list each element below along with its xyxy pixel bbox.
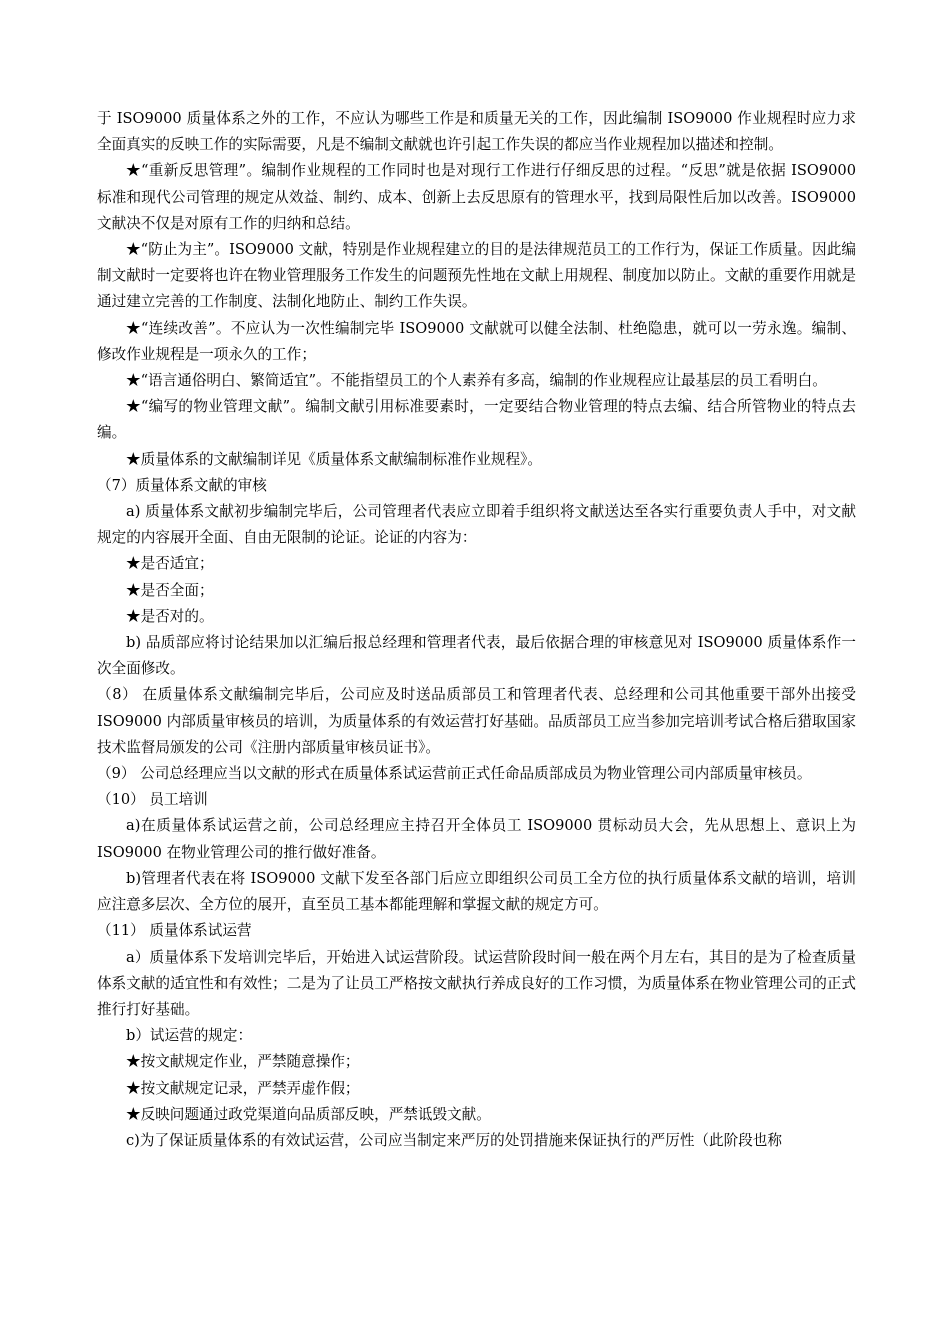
paragraph: ★“连续改善”。不应认为一次性编制完毕 ISO9000 文献就可以健全法制、杜绝隐患，就可以一劳永逸。编制、修改作业规程是一项永久的工作； xyxy=(97,319,856,363)
paragraph: ★“语言通俗明白、繁简适宜”。不能指望员工的个人素养有多高，编制的作业规程应让最基层的员工看明白。 xyxy=(126,372,827,390)
paragraph: （9） 公司总经理应当以文献的形式在质量体系试运营前正式任命品质部成员为物业管理公司内部质量审核员。 xyxy=(97,765,812,783)
paragraph: b）试运营的规定： xyxy=(126,1027,253,1045)
paragraph: a) 质量体系文献初步编制完毕后，公司管理者代表应立即着手组织将文献送达至各实行重要负责人手中，对文献规定的内容展开全面、自由无限制的论证。论证的内容为： xyxy=(97,503,856,547)
list-item: ★按文献规定作业，严禁随意操作； xyxy=(126,1053,360,1071)
list-item: ★是否全面； xyxy=(126,581,214,599)
paragraph: b) 品质部应将讨论结果加以汇编后报总经理和管理者代表，最后依据合理的审核意见对 ISO9000 质量体系作一次全面修改。 xyxy=(97,634,856,678)
list-item: ★按文献规定记录，严禁弄虚作假； xyxy=(126,1079,360,1097)
paragraph: ★“重新反思管理”。编制作业规程的工作同时也是对现行工作进行仔细反思的过程。“反思”就是依据 ISO9000 标准和现代公司管理的规定从效益、制约、成本、创新上去反思原有的管理水平，找到局限性后加以改善。ISO9000 文献决不仅是对原有工作的归纳和总结。 xyxy=(97,162,856,232)
list-item: ★是否对的。 xyxy=(126,607,214,625)
paragraph: ★质量体系的文献编制详见《质量体系文献编制标准作业规程》。 xyxy=(126,450,542,468)
paragraph: 于 ISO9000 质量体系之外的工作，不应认为哪些工作是和质量无关的工作，因此编制 ISO9000 作业规程时应力求全面真实的反映工作的实际需要，凡是不编制文献就也许引起工作失误的都应当作业规程加以描述和控制。 xyxy=(97,110,856,154)
paragraph: a）质量体系下发培训完毕后，开始进入试运营阶段。试运营阶段时间一般在两个月左右，其目的是为了检查质量体系文献的适宜性和有效性；二是为了让员工严格按文献执行养成良好的工作习惯，为质量体系在物业管理公司的正式推行打好基础。 xyxy=(97,948,856,1018)
section-heading: （10） 员工培训 xyxy=(97,791,208,809)
list-item: ★反映问题通过政党渠道向品质部反映，严禁诋毁文献。 xyxy=(126,1105,491,1123)
paragraph: b)管理者代表在将 ISO9000 文献下发至各部门后应立即组织公司员工全方位的执行质量体系文献的培训，培训应注意多层次、全方位的展开，直至员工基本都能理解和掌握文献的规定方可。 xyxy=(97,869,856,914)
paragraph: ★“防止为主”。ISO9000 文献，特别是作业规程建立的目的是法律规范员工的工作行为，保证工作质量。因此编制文献时一定要将也许在物业管理服务工作发生的问题预先性地在文献上用规程、制度加以防止。文献的重要作用就是通过建立完善的工作制度、法制化地防止、制约工作失误。 xyxy=(97,241,856,311)
section-heading: （11） 质量体系试运营 xyxy=(97,922,252,940)
paragraph: c)为了保证质量体系的有效试运营，公司应当制定来严厉的处罚措施来保证执行的严厉性（此阶段也称 xyxy=(126,1131,782,1149)
paragraph: （8） 在质量体系文献编制完毕后，公司应及时送品质部员工和管理者代表、总经理和公司其他重要干部外出接受 ISO9000 内部质量审核员的培训，为质量体系的有效运营打好基础。品质部员工应当参加完培训考试合格后猎取国家技术监督局颁发的公司《注册内部质量审核员证书》。 xyxy=(97,686,856,756)
paragraph: a)在质量体系试运营之前，公司总经理应主持召开全体员工 ISO9000 贯标动员大会，先从思想上、意识上为 ISO9000 在物业管理公司的推行做好准备。 xyxy=(97,817,856,861)
section-heading: （7）质量体系文献的审核 xyxy=(97,476,267,494)
paragraph: ★“编写的物业管理文献”。编制文献引用标准要素时，一定要结合物业管理的特点去编、结合所管物业的特点去编。 xyxy=(97,398,856,442)
list-item: ★是否适宜； xyxy=(126,555,214,573)
